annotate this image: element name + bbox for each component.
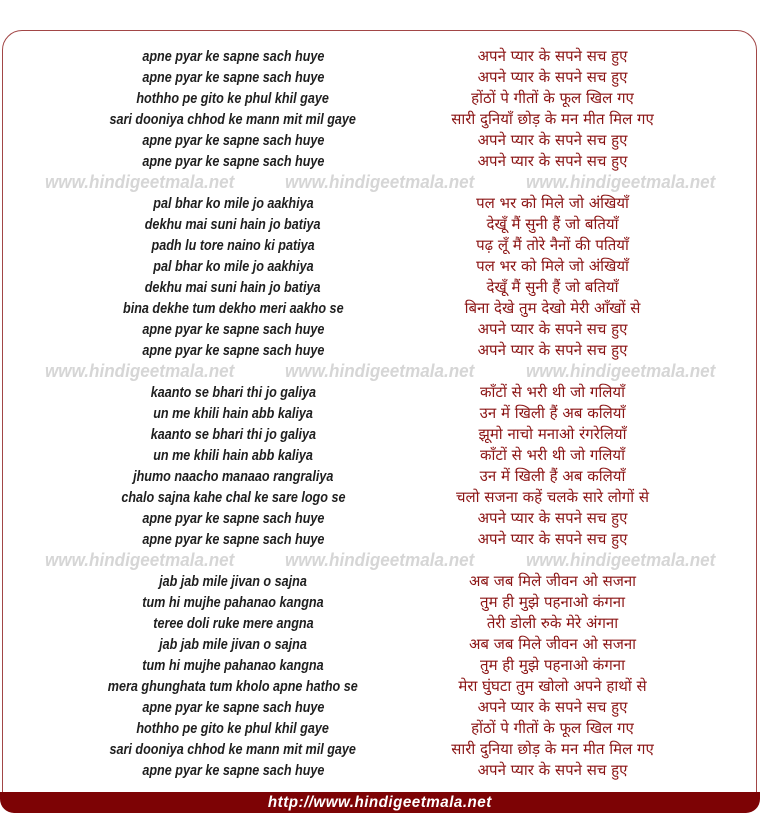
watermark-text: www.hindigeetmala.net <box>44 550 235 570</box>
lyric-line-hindi: अपने प्यार के सपने सच हुए <box>477 47 628 65</box>
stanza-hindi-2 <box>365 193 740 361</box>
lyric-line-english: dekhu mai suni hain jo batiya <box>145 279 321 296</box>
lyric-line-hindi: देखूँ मैं सुनी हैं जो बतियाँ <box>486 278 619 296</box>
lyric-line-english: apne pyar ke sapne sach huye <box>141 762 325 779</box>
lyric-line-english: apne pyar ke sapne sach huye <box>141 510 325 527</box>
lyric-line-english: apne pyar ke sapne sach huye <box>141 342 325 359</box>
lyric-line-english: apne pyar ke sapne sach huye <box>141 153 325 170</box>
hindi-lyrics-column <box>365 46 740 781</box>
lyric-line-english: un me khili hain abb kaliya <box>153 447 313 464</box>
lyric-line-hindi: देखूँ मैं सुनी हैं जो बतियाँ <box>486 215 619 233</box>
lyric-line-english: chalo sajna kahe chal ke sare logo se <box>120 489 346 506</box>
lyric-line-hindi: काँटों से भरी थी जो गलियाँ <box>480 446 625 464</box>
lyric-line-english: hothho pe gito ke phul khil gaye <box>136 720 330 737</box>
lyric-line-english: apne pyar ke sapne sach huye <box>141 69 325 86</box>
lyric-line-hindi: अपने प्यार के सपने सच हुए <box>477 509 628 527</box>
stanza-hindi-1 <box>365 46 740 172</box>
lyric-line-hindi: पल भर को मिले जो अंखियाँ <box>476 257 629 275</box>
lyric-line-hindi: झूमो नाचो मनाओ रंगरेलियाँ <box>478 425 627 443</box>
watermark-text: www.hindigeetmala.net <box>525 550 716 570</box>
watermark-text: www.hindigeetmala.net <box>285 172 475 192</box>
lyric-line-hindi: अपने प्यार के सपने सच हुए <box>477 152 628 170</box>
lyric-line-hindi: पढ़ लूँ मैं तोरे नैनों की पतियाँ <box>476 236 629 254</box>
lyric-line-hindi: होंठों पे गीतों के फूल खिल गए <box>471 89 634 107</box>
lyric-line-hindi: सारी दुनियाँ छोड़ के मन मीत मिल गए <box>451 110 654 128</box>
lyric-line-english: tum hi mujhe pahanao kangna <box>142 657 324 674</box>
lyric-line-english: sari dooniya chhod ke mann mit mil gaye <box>109 111 357 128</box>
watermark-text: www.hindigeetmala.net <box>525 361 716 381</box>
stanza-english-3 <box>46 382 420 550</box>
lyric-line-hindi: उन में खिली हैं अब कलियाँ <box>479 404 626 422</box>
lyric-line-hindi: मेरा घुंघटा तुम खोलो अपने हाथों से <box>458 677 647 695</box>
english-lyrics-column <box>46 46 420 781</box>
lyric-line-english: kaanto se bhari thi jo galiya <box>150 384 316 401</box>
lyric-line-english: teree doli ruke mere angna <box>152 615 314 632</box>
lyric-line-english: tum hi mujhe pahanao kangna <box>142 594 324 611</box>
watermark-text: www.hindigeetmala.net <box>525 172 716 192</box>
lyric-line-english: apne pyar ke sapne sach huye <box>141 321 325 338</box>
stanza-hindi-4 <box>365 571 740 781</box>
lyric-line-english: jab jab mile jivan o sajna <box>159 573 307 590</box>
lyric-line-hindi: अपने प्यार के सपने सच हुए <box>477 530 628 548</box>
lyric-line-english: jab jab mile jivan o sajna <box>159 636 307 653</box>
lyric-line-english: apne pyar ke sapne sach huye <box>141 48 325 65</box>
lyric-line-english: pal bhar ko mile jo aakhiya <box>152 195 314 212</box>
lyric-line-english: un me khili hain abb kaliya <box>153 405 313 422</box>
lyric-line-hindi: तुम ही मुझे पहनाओ कंगना <box>480 656 625 674</box>
lyric-line-english: apne pyar ke sapne sach huye <box>141 699 325 716</box>
lyric-line-hindi: चलो सजना कहें चलके सारे लोगों से <box>455 488 650 506</box>
lyric-line-english: mera ghunghata tum kholo apne hatho se <box>108 678 358 695</box>
lyric-line-hindi: अपने प्यार के सपने सच हुए <box>477 131 628 149</box>
watermark-text: www.hindigeetmala.net <box>285 550 475 570</box>
lyric-line-hindi: तेरी डोली रुके मेरे अंगना <box>486 614 619 632</box>
lyric-line-hindi: अपने प्यार के सपने सच हुए <box>477 320 628 338</box>
lyric-line-hindi: अब जब मिले जीवन ओ सजना <box>468 572 637 590</box>
lyric-line-hindi: अपने प्यार के सपने सच हुए <box>477 761 628 779</box>
stanza-hindi-3 <box>365 382 740 550</box>
watermark-text: www.hindigeetmala.net <box>285 361 475 381</box>
lyric-line-english: jhumo naacho manaao rangraliya <box>132 468 334 485</box>
footer-url-text: http://www.hindigeetmala.net <box>268 794 492 811</box>
lyric-line-english: bina dekhe tum dekho meri aakho se <box>122 300 344 317</box>
lyric-line-english: apne pyar ke sapne sach huye <box>141 531 325 548</box>
lyric-line-hindi: काँटों से भरी थी जो गलियाँ <box>480 383 625 401</box>
lyric-line-english: dekhu mai suni hain jo batiya <box>145 216 321 233</box>
lyric-line-hindi: अपने प्यार के सपने सच हुए <box>477 698 628 716</box>
lyric-line-hindi: तुम ही मुझे पहनाओ कंगना <box>480 593 625 611</box>
footer-url-bar <box>0 792 760 813</box>
stanza-english-4 <box>46 571 420 781</box>
stanza-english-1 <box>46 46 420 172</box>
lyric-line-hindi: पल भर को मिले जो अंखियाँ <box>476 194 629 212</box>
lyric-line-english: padh lu tore naino ki patiya <box>151 237 315 254</box>
lyric-line-hindi: अब जब मिले जीवन ओ सजना <box>468 635 637 653</box>
lyric-line-english: hothho pe gito ke phul khil gaye <box>136 90 330 107</box>
watermark-text: www.hindigeetmala.net <box>44 361 235 381</box>
lyric-line-english: apne pyar ke sapne sach huye <box>141 132 325 149</box>
lyric-line-english: kaanto se bhari thi jo galiya <box>150 426 316 443</box>
lyric-line-hindi: सारी दुनिया छोड़ के मन मीत मिल गए <box>451 740 654 758</box>
lyric-line-hindi: होंठों पे गीतों के फूल खिल गए <box>471 719 634 737</box>
lyric-line-hindi: अपने प्यार के सपने सच हुए <box>477 341 628 359</box>
lyric-line-english: sari dooniya chhod ke mann mit mil gaye <box>109 741 357 758</box>
lyric-line-english: pal bhar ko mile jo aakhiya <box>152 258 314 275</box>
lyric-line-hindi: अपने प्यार के सपने सच हुए <box>477 68 628 86</box>
lyric-line-hindi: उन में खिली हैं अब कलियाँ <box>479 467 626 485</box>
stanza-english-2 <box>46 193 420 361</box>
lyric-line-hindi: बिना देखे तुम देखो मेरी आँखों से <box>464 299 641 317</box>
watermark-text: www.hindigeetmala.net <box>44 172 235 192</box>
